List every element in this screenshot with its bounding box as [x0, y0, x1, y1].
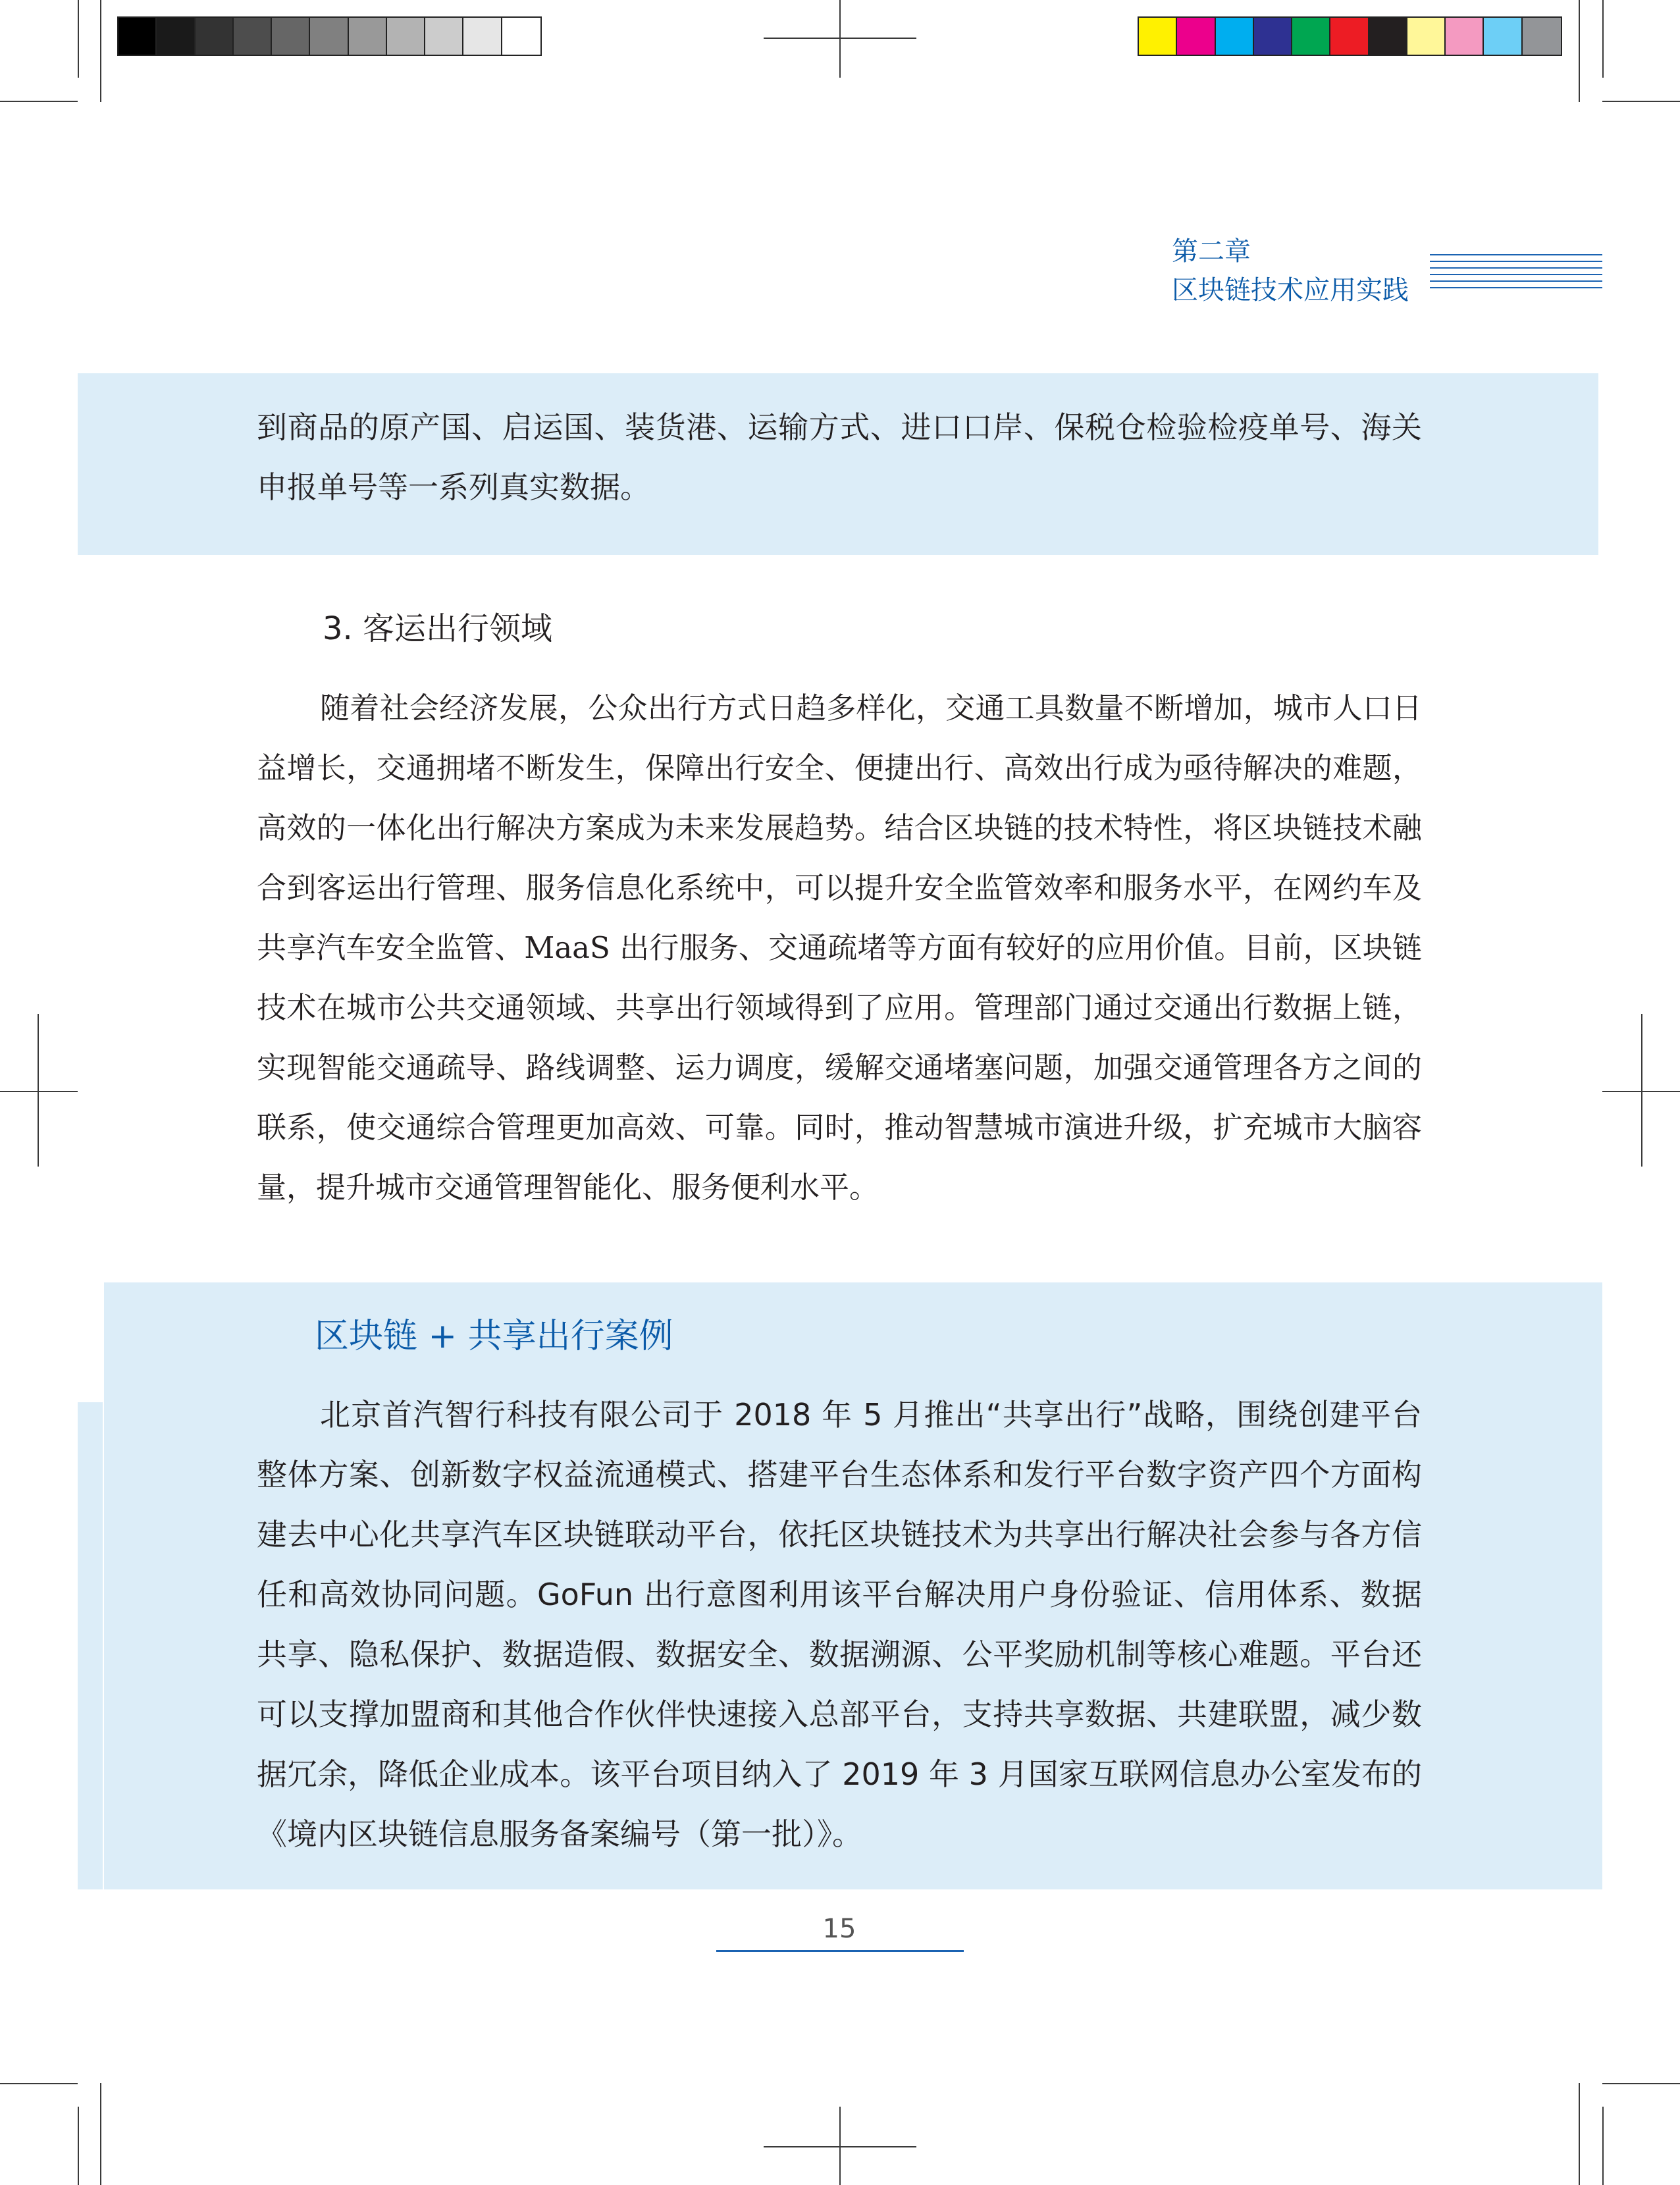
color-swatch-2 — [1177, 18, 1215, 55]
gray-swatch-2 — [157, 18, 195, 55]
color-swatch-11 — [1523, 18, 1561, 55]
case-study-body: 北京首汽智行科技有限公司于 2018 年 5 月推出“共享出行”战略，围绕创建平台整体方案、创新数字权益流通模式、搭建平台生态体系和发行平台数字资产四个方面构建去中心化共享汽车区块链联动平台，依托区块链技术为共享出行解决社会参与各方信任和高效协同问题。GoFun 出行意图利用该平台解决用户身份验证、信用体系、数据共享、隐私保护、数据造假、数据安全、数据溯源、公平奖励机制等核心难题。平台还可以支撑加盟商和其他合作伙伴快速接入总部平台，支持共享数据、共建联盟，减少数据冗余，降低企业成本。该平台项目纳入了 2019 年 3 月国家互联网信息办公室发布的《境内区块链信息服务备案编号（第一批）》。 — [257, 1397, 1422, 1852]
gray-swatch-1 — [118, 18, 157, 55]
running-header — [1172, 232, 1409, 309]
gray-swatch-10 — [463, 18, 502, 55]
gray-swatch-11 — [502, 18, 540, 55]
process-color-calibration-bar — [1138, 16, 1562, 56]
chapter-label: 第二章 — [1172, 236, 1251, 267]
gray-swatch-8 — [387, 18, 425, 55]
page-number-rule — [716, 1950, 964, 1952]
gray-swatch-4 — [234, 18, 272, 55]
section-label: 区块链技术应用实践 — [1172, 275, 1409, 305]
color-swatch-4 — [1254, 18, 1292, 55]
color-swatch-5 — [1292, 18, 1330, 55]
gray-swatch-9 — [425, 18, 463, 55]
case-box-side-strip — [78, 1402, 103, 1889]
color-swatch-3 — [1216, 18, 1254, 55]
section-body: 随着社会经济发展，公众出行方式日趋多样化，交通工具数量不断增加，城市人口日益增长，交通拥堵不断发生，保障出行安全、便捷出行、高效出行成为亟待解决的难题，高效的一体化出行解决方案成为未来发展趋势。结合区块链的技术特性，将区块链技术融合到客运出行管理、服务信息化系统中，可以提升安全监管效率和服务水平，在网约车及共享汽车安全监管、MaaS 出行服务、交通疏堵等方面有较好的应用价值。目前，区块链技术在城市公共交通领域、共享出行领域得到了应用。管理部门通过交通出行数据上链，实现智能交通疏导、路线调整、运力调度，缓解交通堵塞问题，加强交通管理各方之间的联系，使交通综合管理更加高效、可靠。同时，推动智慧城市演进升级，扩充城市大脑容量，提升城市交通管理智能化、服务便利水平。 — [257, 691, 1422, 1205]
grayscale-calibration-bar — [117, 16, 542, 56]
gray-swatch-7 — [349, 18, 387, 55]
gray-swatch-6 — [310, 18, 348, 55]
section-heading: 3. 客运出行领域 — [323, 610, 553, 647]
color-swatch-1 — [1139, 18, 1177, 55]
color-swatch-9 — [1446, 18, 1484, 55]
color-swatch-7 — [1369, 18, 1407, 55]
case-study-title: 区块链 + 共享出行案例 — [315, 1317, 673, 1356]
color-swatch-8 — [1407, 18, 1446, 55]
gray-swatch-5 — [272, 18, 310, 55]
top-callout-text: 到商品的原产国、启运国、装货港、运输方式、进口口岸、保税仓检验检疫单号、海关申报单号等一系列真实数据。 — [257, 409, 1422, 505]
gray-swatch-3 — [196, 18, 234, 55]
color-swatch-10 — [1484, 18, 1522, 55]
page-number: 15 — [822, 1914, 856, 1944]
header-rule-lines — [1430, 254, 1602, 294]
color-swatch-6 — [1330, 18, 1369, 55]
